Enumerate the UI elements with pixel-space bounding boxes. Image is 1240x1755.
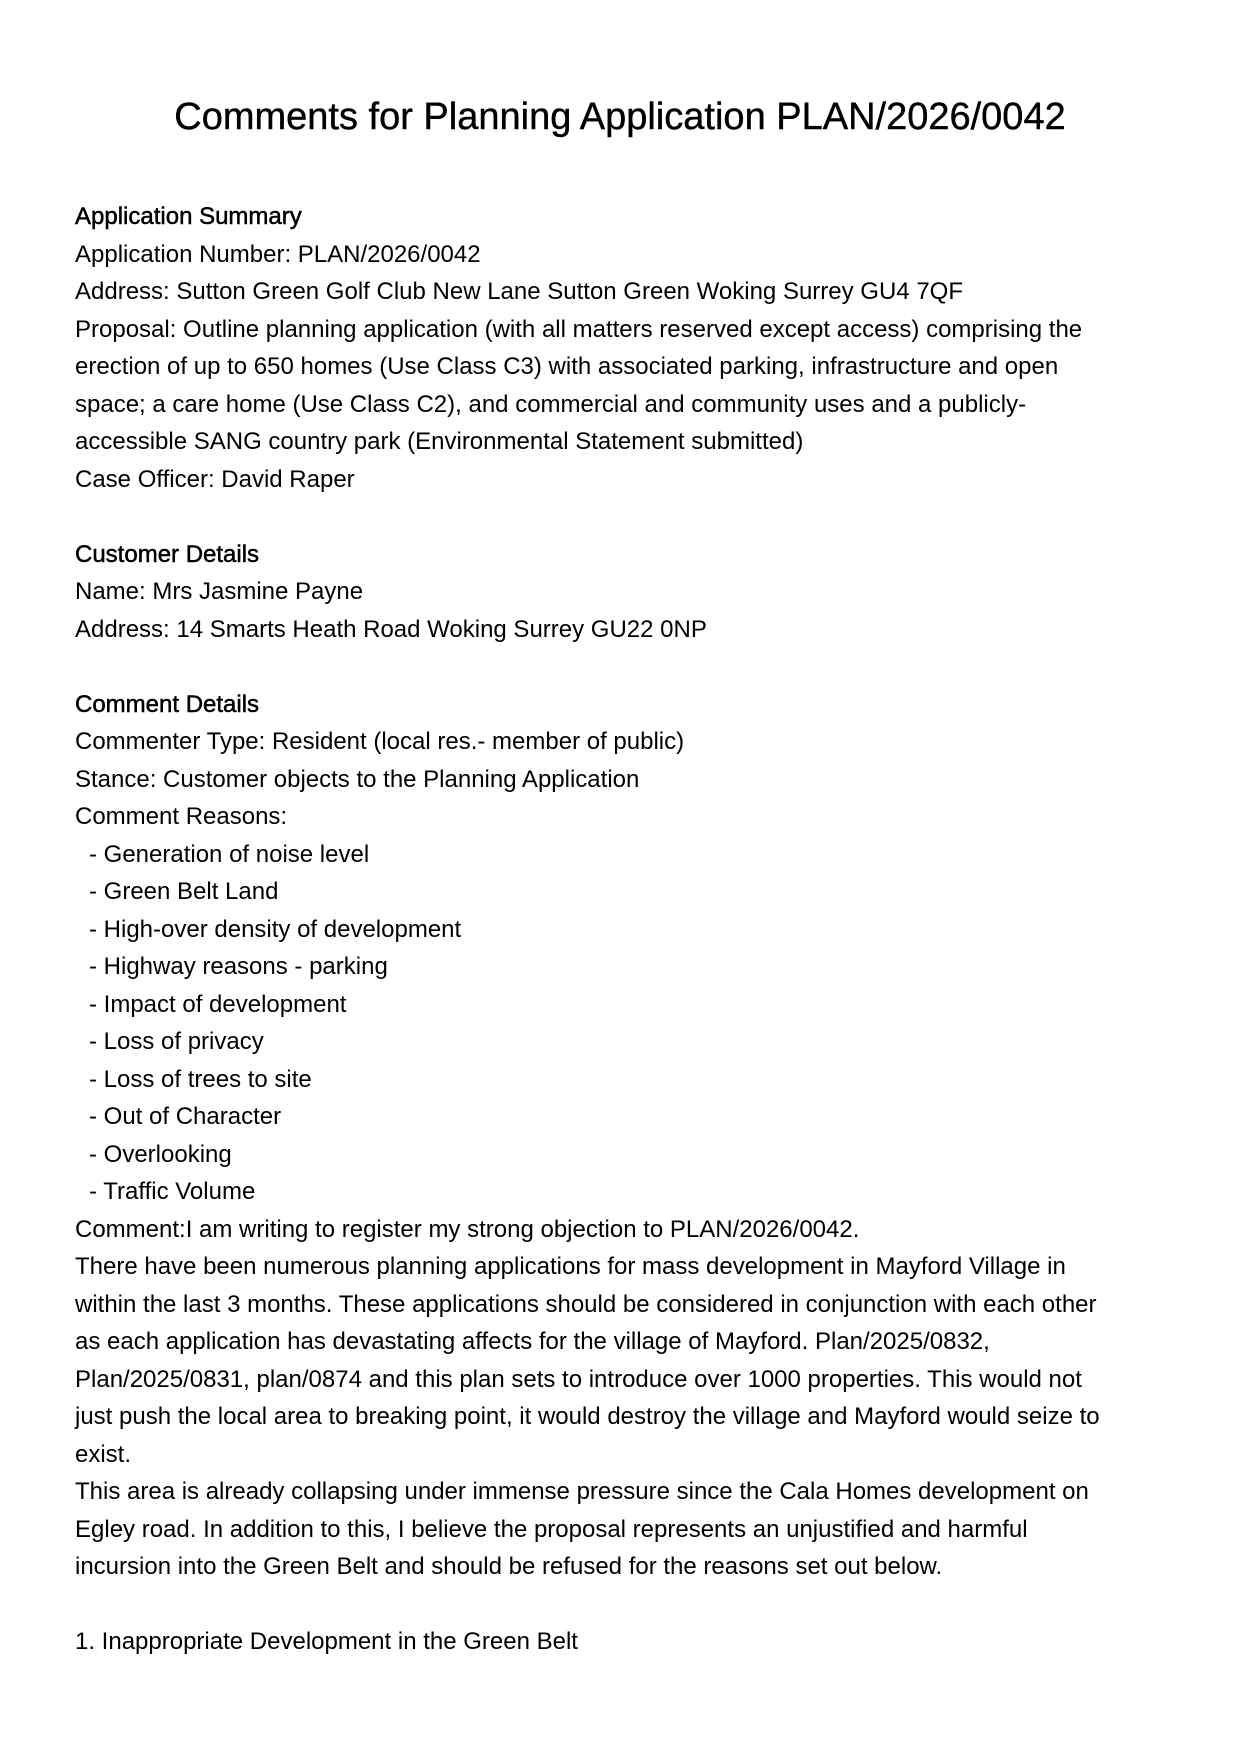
comment-reason-item: - High-over density of development	[89, 915, 462, 943]
document-body	[75, 198, 1165, 1661]
comment-reason-item: - Loss of privacy	[89, 1028, 264, 1055]
comment-text	[75, 1211, 1165, 1586]
comment-line: just push the local area to breaking point, it would destroy the village and Mayford would seize to	[75, 1403, 1100, 1430]
comment-line: Plan/2025/0831, plan/0874 and this plan sets to introduce over 1000 properties. This would not	[75, 1365, 1082, 1393]
comment-reason-item: - Out of Character	[89, 1103, 282, 1130]
section-spacer	[75, 648, 1165, 686]
comment-reason-item: - Impact of development	[89, 990, 347, 1018]
comment-reasons-list	[75, 836, 1165, 1211]
customer-address: Address: 14 Smarts Heath Road Woking Surrey GU22 0NP	[75, 615, 707, 643]
application-number: Application Number: PLAN/2026/0042	[75, 240, 481, 268]
comment-line: as each application has devastating affects for the village of Mayford. Plan/2025/0832,	[75, 1328, 990, 1355]
commenter-type: Commenter Type: Resident (local res.- member of public)	[75, 728, 685, 755]
comment-line: This area is already collapsing under immense pressure since the Cala Homes development on	[75, 1478, 1089, 1505]
comment-line: There have been numerous planning applications for mass development in Mayford Village in	[75, 1253, 1066, 1280]
customer-details-heading: Customer Details	[75, 540, 260, 568]
proposal-line: space; a care home (Use Class C2), and commercial and community uses and a publicly-	[75, 390, 1027, 418]
case-officer: Case Officer: David Raper	[75, 465, 355, 493]
comment-reason-item: - Overlooking	[89, 1140, 232, 1168]
comment-line: Comment:I am writing to register my strong objection to PLAN/2026/0042.	[75, 1215, 860, 1243]
application-address: Address: Sutton Green Golf Club New Lane Sutton Green Woking Surrey GU4 7QF	[75, 278, 963, 305]
comment-reason-item: - Loss of trees to site	[89, 1065, 312, 1093]
comment-line: incursion into the Green Belt and should be refused for the reasons set out below.	[75, 1553, 943, 1580]
comment-reason-item: - Traffic Volume	[89, 1178, 256, 1205]
application-summary-heading: Application Summary	[75, 203, 302, 230]
comment-line: within the last 3 months. These applications should be considered in conjunction with each other	[75, 1290, 1097, 1318]
customer-name: Name: Mrs Jasmine Payne	[75, 578, 364, 605]
comment-reason-item: - Generation of noise level	[89, 840, 370, 868]
comment-details-heading: Comment Details	[75, 690, 260, 718]
comment-details-section	[75, 686, 1165, 1661]
proposal-line: accessible SANG country park (Environmental Statement submitted)	[75, 428, 804, 455]
page-title: Comments for Planning Application PLAN/2026/0042	[174, 96, 1066, 138]
section-spacer	[75, 1586, 1165, 1624]
comment-reason-item: - Highway reasons - parking	[89, 953, 388, 980]
comment-reason-item: - Green Belt Land	[89, 878, 279, 905]
comment-reasons-label: Comment Reasons:	[75, 803, 288, 830]
comment-line: exist.	[75, 1440, 132, 1468]
section-spacer	[75, 498, 1165, 536]
application-summary-section	[75, 198, 1165, 498]
proposal-line: Proposal: Outline planning application (with all matters reserved except access) comprising the	[75, 315, 1083, 343]
numbered-section-heading: 1. Inappropriate Development in the Green Belt	[75, 1628, 578, 1655]
customer-details-section	[75, 536, 1165, 649]
comment-line: Egley road. In addition to this, I believe the proposal represents an unjustified and harmful	[75, 1515, 1028, 1543]
proposal-line: erection of up to 650 homes (Use Class C3) with associated parking, infrastructure and open	[75, 353, 1059, 380]
stance: Stance: Customer objects to the Planning Application	[75, 765, 640, 793]
